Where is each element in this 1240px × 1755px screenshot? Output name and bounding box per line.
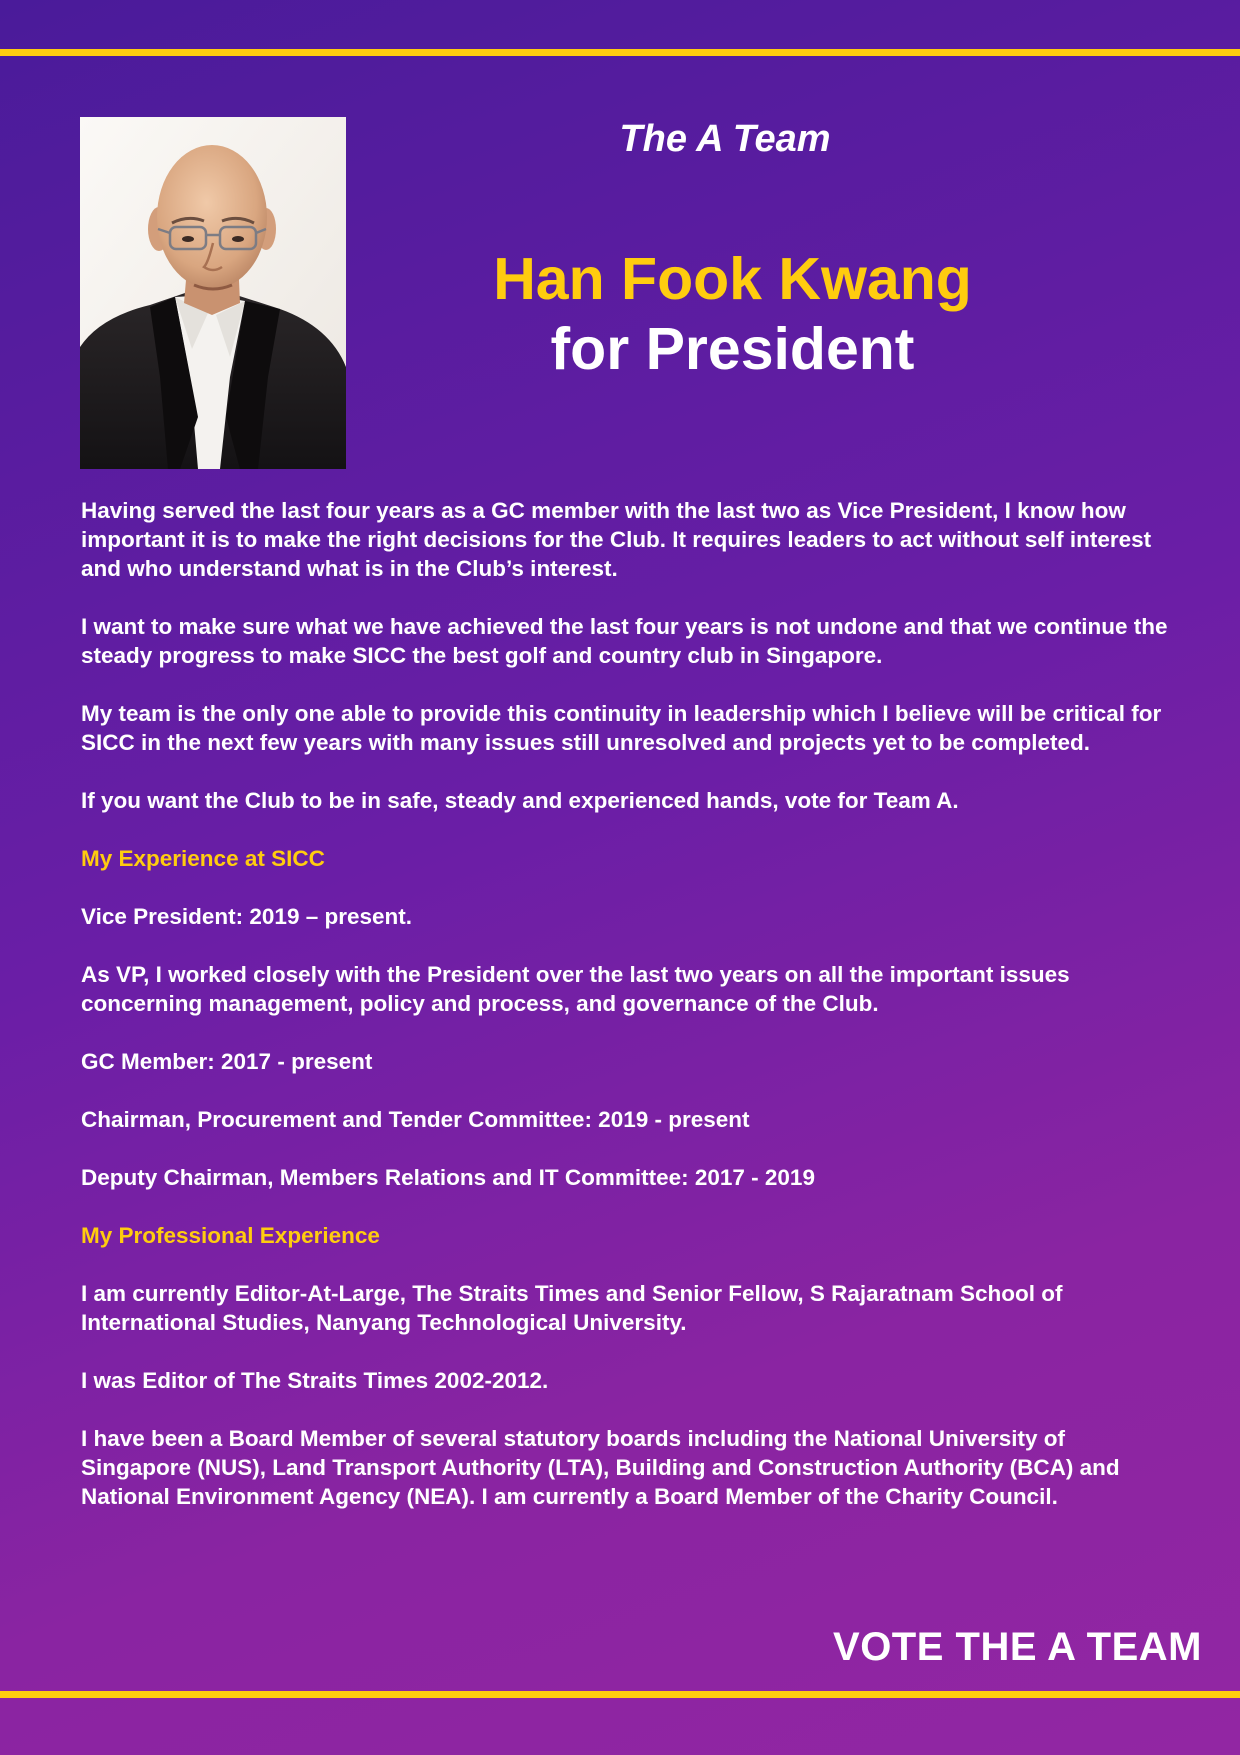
top-gold-rule (0, 49, 1240, 56)
statement-body (81, 496, 1171, 1540)
bottom-gold-rule (0, 1691, 1240, 1698)
sicc-experience-item: As VP, I worked closely with the President over the last two years on all the important issues concerning management, policy and process, and governance of the Club. (81, 962, 1070, 1016)
sicc-experience-item: GC Member: 2017 - present (81, 1049, 373, 1074)
candidate-photo (80, 117, 346, 469)
sicc-experience-heading: My Experience at SICC (81, 846, 325, 871)
portrait-image (80, 117, 346, 469)
professional-experience-item: I am currently Editor-At-Large, The Straits Times and Senior Fellow, S Rajaratnam School of International Studies, Nanyang Technological University. (81, 1281, 1063, 1335)
sicc-experience-item: Deputy Chairman, Members Relations and IT Committee: 2017 - 2019 (81, 1165, 815, 1190)
intro-paragraph: I want to make sure what we have achieved the last four years is not undone and that we continue the steady progress to make SICC the best golf and country club in Singapore. (81, 614, 1168, 668)
vote-call-to-action: VOTE THE A TEAM (833, 1625, 1202, 1669)
professional-experience-item: I was Editor of The Straits Times 2002-2012. (81, 1368, 549, 1393)
candidate-role: for President (550, 316, 915, 382)
team-name: The A Team (619, 118, 831, 160)
sicc-experience-item: Vice President: 2019 – present. (81, 904, 413, 929)
intro-paragraph: Having served the last four years as a GC member with the last two as Vice President, I know how important it is to make the right decisions for the Club. It requires leaders to act without self interest and who understand what is in the Club’s interest. (81, 498, 1152, 581)
candidate-name: Han Fook Kwang (493, 246, 972, 312)
professional-experience-item: I have been a Board Member of several statutory boards including the National University of Singapore (NUS), Land Transport Authority (LTA), Building and Construction Authority (BCA) and National Environment Agency (NEA). I am currently a Board Member of the Charity Council. (81, 1426, 1120, 1509)
intro-paragraph: My team is the only one able to provide this continuity in leadership which I believe will be critical for SICC in the next few years with many issues still unresolved and projects yet to be completed. (81, 701, 1162, 755)
professional-experience-heading: My Professional Experience (81, 1223, 380, 1248)
intro-paragraph: If you want the Club to be in safe, steady and experienced hands, vote for Team A. (81, 788, 959, 813)
sicc-experience-item: Chairman, Procurement and Tender Committee: 2019 - present (81, 1107, 750, 1132)
